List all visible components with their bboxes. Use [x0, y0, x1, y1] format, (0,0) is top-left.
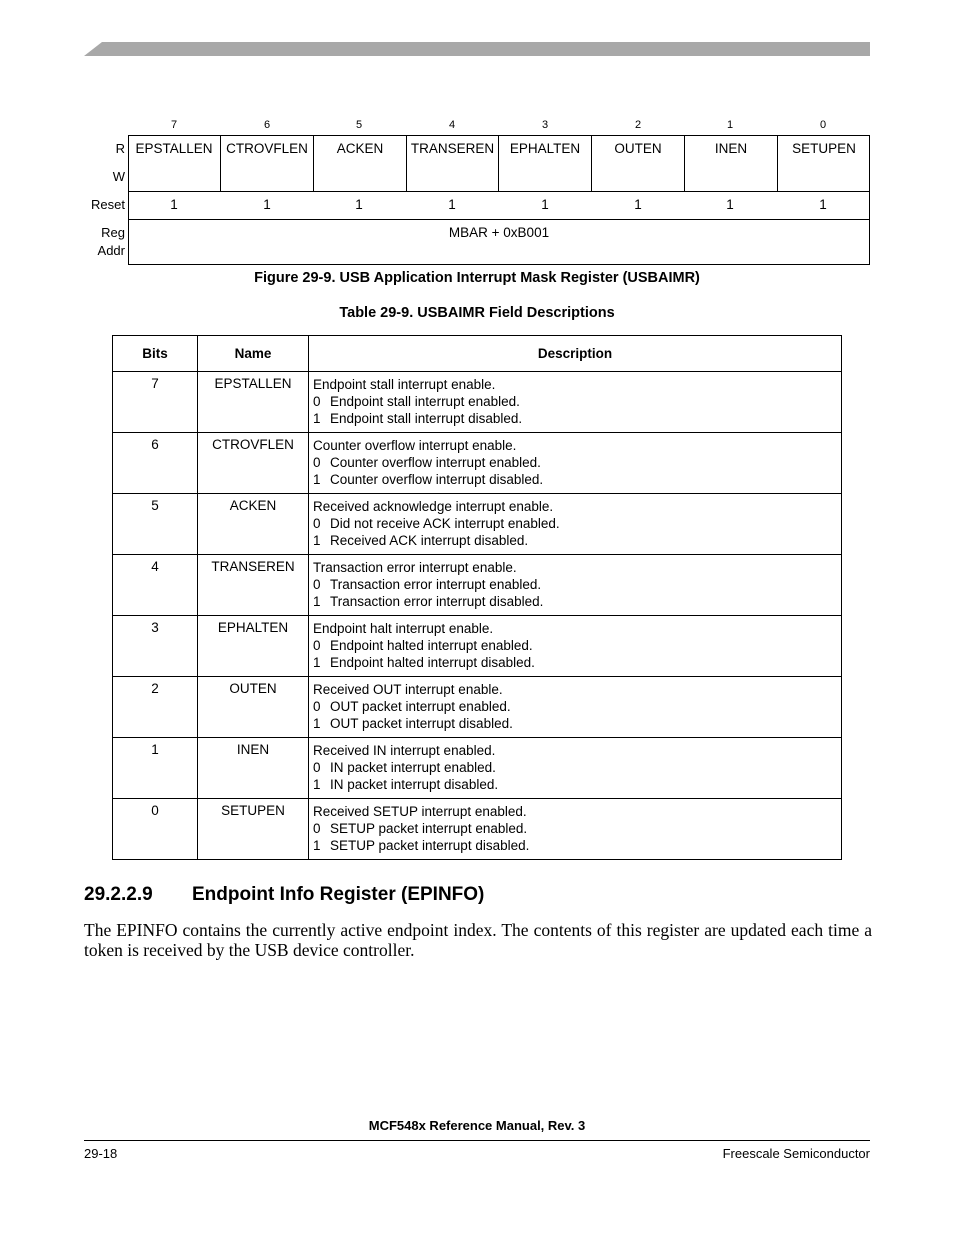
table-row [113, 555, 842, 616]
header-bits: Bits [113, 336, 198, 372]
row-label-addr: Addr [97, 243, 125, 258]
option-value: 1 [313, 411, 321, 426]
table-cell-bits: 6 [113, 433, 198, 494]
option-line [313, 654, 840, 671]
option-text: Endpoint halted interrupt enabled. [330, 638, 533, 653]
option-text: Transaction error interrupt enabled. [330, 577, 542, 592]
option-text: Did not receive ACK interrupt enabled. [330, 516, 560, 531]
description-text: Received OUT interrupt enable. [313, 682, 503, 697]
field-cell: ACKEN [314, 135, 407, 191]
reset-value: 1 [819, 197, 827, 212]
option-text: OUT packet interrupt disabled. [330, 716, 513, 731]
option-value: 0 [313, 760, 321, 775]
field-cell: EPHALTEN [499, 135, 592, 191]
option-value: 0 [313, 394, 321, 409]
option-text: Endpoint stall interrupt disabled. [330, 411, 523, 426]
option-text: Endpoint halted interrupt disabled. [330, 655, 535, 670]
footer-rule [84, 1140, 870, 1141]
option-text: SETUP packet interrupt enabled. [330, 821, 528, 836]
table-cell-desc [309, 799, 842, 860]
option-value: 1 [313, 716, 321, 731]
option-value: 1 [313, 594, 321, 609]
register-address: MBAR + 0xB001 [448, 225, 550, 240]
row-label-r: R [115, 141, 125, 156]
description-text: Received acknowledge interrupt enable. [313, 499, 554, 514]
option-value: 0 [313, 821, 321, 836]
option-text: IN packet interrupt enabled. [330, 760, 496, 775]
option-line [313, 576, 840, 593]
bit-number: 6 [263, 119, 271, 131]
table-row [113, 616, 842, 677]
description-text: Endpoint stall interrupt enable. [313, 377, 496, 392]
table-cell-desc [309, 433, 842, 494]
table-cell-name: OUTEN [198, 677, 309, 738]
footer-company: Freescale Semiconductor [722, 1146, 870, 1161]
table-cell-desc [309, 616, 842, 677]
option-value: 0 [313, 577, 321, 592]
divider [128, 219, 870, 220]
table-cell-name: EPHALTEN [198, 616, 309, 677]
table-cell-name: TRANSEREN [198, 555, 309, 616]
option-line [313, 837, 840, 854]
figure-caption: Figure 29-9. USB Application Interrupt Mask Register (USBAIMR) [254, 270, 700, 286]
table-cell-name: CTROVFLEN [198, 433, 309, 494]
option-value: 1 [313, 777, 321, 792]
bit-number: 2 [634, 119, 642, 131]
table-cell-bits: 1 [113, 738, 198, 799]
table-cell-bits: 3 [113, 616, 198, 677]
option-line [313, 776, 840, 793]
option-line [313, 698, 840, 715]
option-line [313, 637, 840, 654]
field-cell: EPSTALLEN [128, 135, 221, 191]
field-cell: INEN [685, 135, 778, 191]
table-cell-name: SETUPEN [198, 799, 309, 860]
table-row [113, 738, 842, 799]
reset-value: 1 [634, 197, 642, 212]
table-cell-desc [309, 494, 842, 555]
option-text: Endpoint stall interrupt enabled. [330, 394, 520, 409]
header-description: Description [309, 336, 842, 372]
option-value: 0 [313, 455, 321, 470]
option-line [313, 820, 840, 837]
description-text: Received SETUP interrupt enabled. [313, 804, 527, 819]
table-cell-bits: 5 [113, 494, 198, 555]
field-cell: CTROVFLEN [221, 135, 314, 191]
option-line [313, 593, 840, 610]
reset-value: 1 [355, 197, 363, 212]
description-text: Counter overflow interrupt enable. [313, 438, 517, 453]
option-text: SETUP packet interrupt disabled. [330, 838, 530, 853]
option-text: Counter overflow interrupt disabled. [330, 472, 544, 487]
header-bar [84, 42, 870, 56]
reset-value: 1 [448, 197, 456, 212]
table-cell-desc [309, 372, 842, 433]
option-line [313, 515, 840, 532]
option-text: Transaction error interrupt disabled. [330, 594, 544, 609]
option-line [313, 471, 840, 488]
section-heading [84, 884, 484, 906]
page-number: 29-18 [84, 1146, 118, 1161]
field-descriptions-table [112, 335, 842, 860]
option-text: OUT packet interrupt enabled. [330, 699, 511, 714]
bit-number: 1 [726, 119, 734, 131]
field-cell: OUTEN [592, 135, 685, 191]
option-value: 0 [313, 516, 321, 531]
bit-number: 4 [448, 119, 456, 131]
section-body: The EPINFO contains the currently active endpoint index. The contents of this register are updated each time a token is received by the USB device controller. [84, 920, 872, 960]
table-cell-bits: 4 [113, 555, 198, 616]
option-value: 0 [313, 638, 321, 653]
reset-value: 1 [263, 197, 271, 212]
option-value: 1 [313, 472, 321, 487]
section-number: 29.2.2.9 [84, 884, 153, 905]
option-line [313, 454, 840, 471]
description-text: Received IN interrupt enabled. [313, 743, 496, 758]
bit-number: 5 [355, 119, 363, 131]
field-cell: TRANSEREN [407, 135, 499, 191]
footer-manual-title: MCF548x Reference Manual, Rev. 3 [368, 1118, 586, 1133]
option-line [313, 410, 840, 427]
description-text: Endpoint halt interrupt enable. [313, 621, 494, 636]
table-row [113, 494, 842, 555]
table-cell-bits: 0 [113, 799, 198, 860]
option-line [313, 759, 840, 776]
reset-value: 1 [726, 197, 734, 212]
row-label-w: W [112, 169, 125, 184]
bit-number: 0 [819, 119, 827, 131]
option-text: Counter overflow interrupt enabled. [330, 455, 541, 470]
option-value: 0 [313, 699, 321, 714]
bit-number: 3 [541, 119, 549, 131]
row-label-reg: Reg [101, 225, 125, 240]
table-row [113, 433, 842, 494]
option-text: Received ACK interrupt disabled. [330, 533, 529, 548]
divider [128, 191, 870, 192]
option-line [313, 393, 840, 410]
table-cell-desc [309, 555, 842, 616]
field-cell: SETUPEN [792, 141, 856, 156]
bit-number: 7 [170, 119, 178, 131]
reset-value: 1 [541, 197, 549, 212]
table-cell-desc [309, 738, 842, 799]
table-caption: Table 29-9. USBAIMR Field Descriptions [339, 305, 615, 321]
table-cell-name: ACKEN [198, 494, 309, 555]
table-row [113, 799, 842, 860]
option-value: 1 [313, 533, 321, 548]
section-title: Endpoint Info Register (EPINFO) [192, 884, 485, 905]
table-cell-bits: 2 [113, 677, 198, 738]
option-text: IN packet interrupt disabled. [330, 777, 499, 792]
option-line [313, 532, 840, 549]
option-value: 1 [313, 838, 321, 853]
option-value: 1 [313, 655, 321, 670]
description-text: Transaction error interrupt enable. [313, 560, 517, 575]
table-row [113, 372, 842, 433]
table-cell-name: EPSTALLEN [198, 372, 309, 433]
row-label-reset: Reset [91, 197, 125, 212]
header-name: Name [198, 336, 309, 372]
table-header-row [113, 336, 842, 372]
option-line [313, 715, 840, 732]
table-cell-name: INEN [198, 738, 309, 799]
table-row [113, 677, 842, 738]
reset-value: 1 [170, 197, 178, 212]
table-cell-desc [309, 677, 842, 738]
table-cell-bits: 7 [113, 372, 198, 433]
